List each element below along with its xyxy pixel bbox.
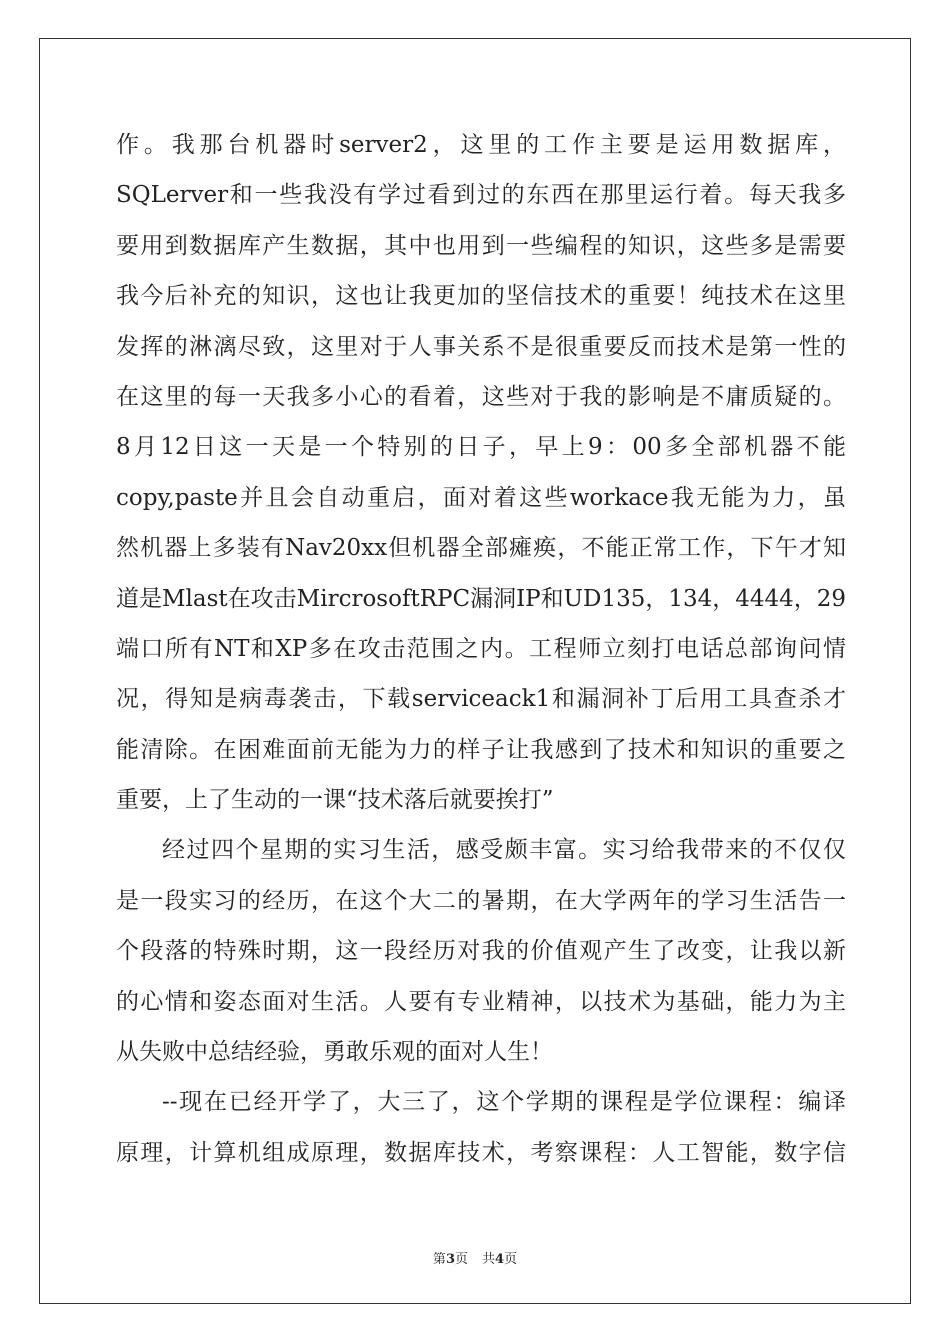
text-line xyxy=(116,574,846,624)
text-line-content: SQLerver和一些我没有学过看到过的东西在那里运行着。每天我多 xyxy=(116,182,846,209)
text-line xyxy=(116,221,846,271)
text-line xyxy=(116,825,846,875)
footer-total-prefix: 共 xyxy=(482,1252,496,1267)
text-line-content: 发挥的淋漓尽致，这里对于人事关系不是很重要反而技术是第一性的 xyxy=(116,333,846,360)
text-line xyxy=(116,926,846,976)
text-line xyxy=(116,1128,846,1178)
text-line xyxy=(116,977,846,1027)
text-line xyxy=(116,271,846,321)
text-line-content: 要用到数据库产生数据，其中也用到一些编程的知识，这些多是需要 xyxy=(116,232,846,259)
text-line-content: --现在已经开学了，大三了，这个学期的课程是学位课程：编译 xyxy=(162,1089,846,1116)
text-line-content: 能清除。在困难面前无能为力的样子让我感到了技术和知识的重要之 xyxy=(116,736,846,763)
text-line-content: 作。我那台机器时server2，这里的工作主要是运用数据库， xyxy=(116,132,846,158)
text-line xyxy=(116,725,846,775)
text-line-content: 端口所有NT和XP多在攻击范围之内。工程师立刻打电话总部询问情 xyxy=(116,635,846,662)
total-pages-number: 4 xyxy=(495,1252,505,1267)
text-line-content: 然机器上多装有Nav20xx但机器全部瘫痪，不能正常工作，下午才知 xyxy=(116,535,846,562)
current-page-number: 3 xyxy=(445,1252,455,1267)
text-line-content: 重要，上了生动的一课“技术落后就要挨打” xyxy=(116,787,554,814)
text-line-content: 在这里的每一天我多小心的看着，这些对于我的影响是不庸质疑的。 xyxy=(116,383,846,410)
text-line xyxy=(116,120,846,170)
text-line-content: 经过四个星期的实习生活，感受颇丰富。实习给我带来的不仅仅 xyxy=(162,837,846,864)
footer-total-word: 页 xyxy=(504,1252,518,1267)
footer-prefix: 第 xyxy=(432,1252,446,1267)
text-line-content: 从失败中总结经验，勇敢乐观的面对人生！ xyxy=(116,1039,553,1066)
text-line-content: copy,paste并且会自动重启，面对着这些workace我无能为力，虽 xyxy=(116,484,846,511)
text-line xyxy=(116,624,846,674)
text-line-content: 况，得知是病毒袭击，下载serviceack1和漏洞补丁后用工具查杀才 xyxy=(116,686,846,713)
text-line-content: 8月12日这一天是一个特别的日子，早上9：00多全部机器不能 xyxy=(116,434,846,461)
text-line xyxy=(116,372,846,422)
text-line xyxy=(116,775,846,825)
text-line xyxy=(116,674,846,724)
footer-page-word: 页 xyxy=(454,1252,468,1267)
text-line-content: 道是Mlast在攻击MircrosoftRPC漏洞IP和UD135，134，4444，29 xyxy=(116,585,847,612)
text-line-content: 原理，计算机组成原理，数据库技术，考察课程：人工智能，数字信 xyxy=(116,1139,846,1166)
text-line xyxy=(116,1027,846,1077)
text-line xyxy=(116,422,846,472)
text-line xyxy=(116,1077,846,1127)
text-line-content: 是一段实习的经历，在这个大二的暑期，在大学两年的学习生活告一 xyxy=(116,887,846,914)
document-body xyxy=(116,120,846,1178)
page-footer xyxy=(0,1248,950,1267)
text-line-content: 我今后补充的知识，这也让我更加的坚信技术的重要！纯技术在这里 xyxy=(116,283,846,310)
text-line xyxy=(116,473,846,523)
text-line xyxy=(116,170,846,220)
text-line-content: 个段落的特殊时期，这一段经历对我的价值观产生了改变，让我以新 xyxy=(116,938,846,965)
text-line-content: 的心情和姿态面对生活。人要有专业精神，以技术为基础，能力为主 xyxy=(116,988,846,1015)
text-line xyxy=(116,523,846,573)
text-line xyxy=(116,876,846,926)
text-line xyxy=(116,322,846,372)
